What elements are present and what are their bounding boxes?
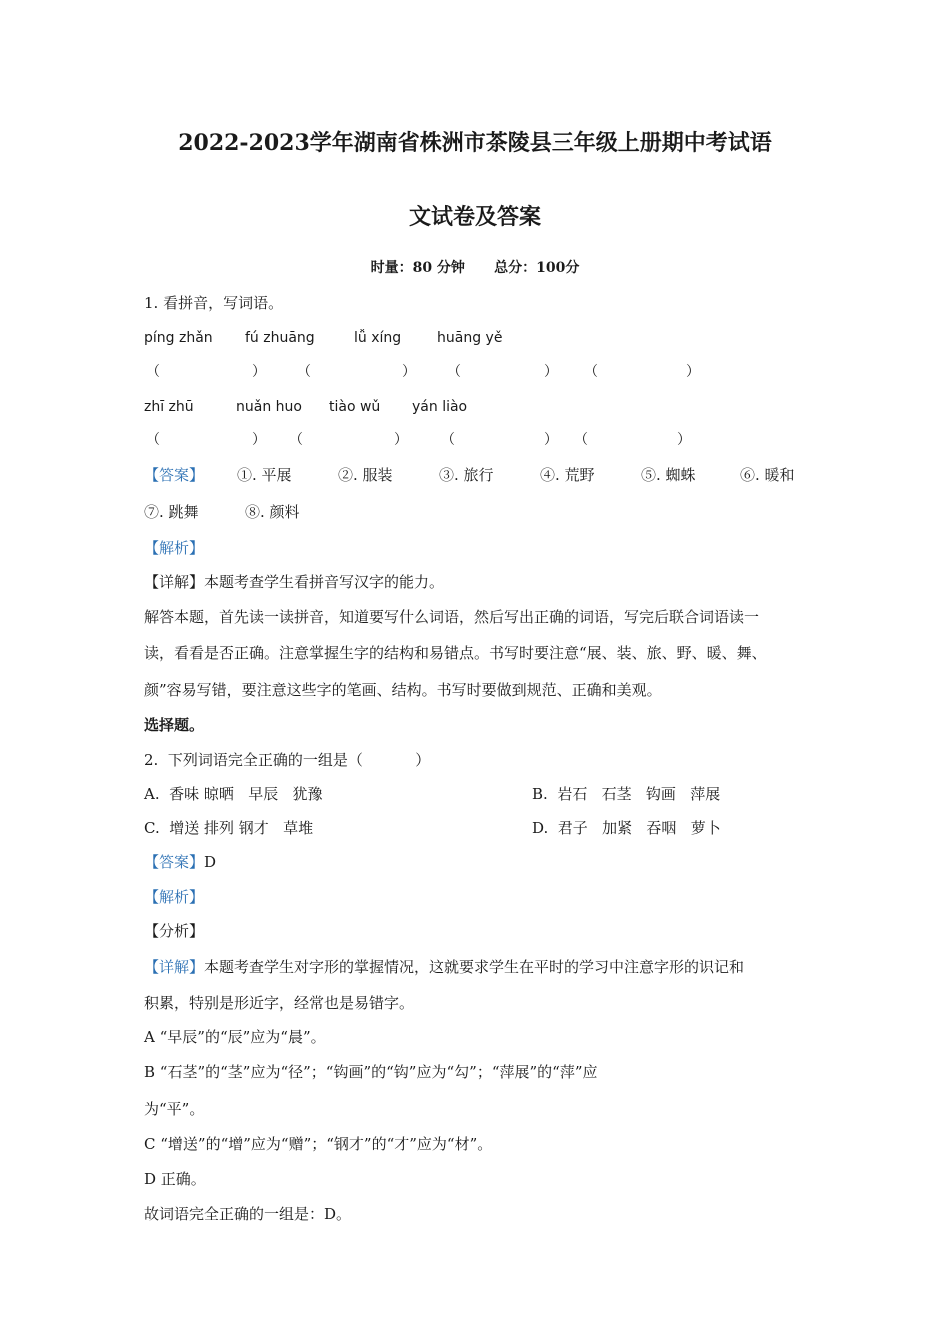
q1-detail-line-2: 读，看看是否正确。注意掌握生字的结构和易错点。书写时要注意“展、装、旅、野、暖、舞、: [144, 644, 767, 662]
answer-blank-close: ）: [252, 432, 266, 448]
q2-answer-line: [144, 852, 216, 872]
answer-blank-close: ）: [686, 364, 700, 380]
q1-pinyin-4: huāng yě: [437, 330, 503, 346]
q1-answer-2: ②. 服装: [338, 466, 393, 484]
q2-detail-text: 本题考查学生对字形的掌握情况，这就要求学生在平时的学习中注意字形的识记和: [204, 958, 745, 976]
answer-blank-open: （: [441, 432, 455, 448]
answer-blank-close: ）: [544, 364, 558, 380]
q1-answer-tag: 【答案】: [144, 466, 205, 484]
answer-blank-open: （: [146, 432, 160, 448]
q2-detail-line-2: 积累，特别是形近字，经常也是易错字。: [144, 994, 415, 1012]
answer-blank-open: （: [574, 432, 588, 448]
answer-blank-open: （: [297, 364, 311, 380]
answer-blank-open: （: [146, 364, 160, 380]
q2-explain-b-2: 为“平”。: [144, 1100, 205, 1118]
q2-option-c: C. 增送 排列 钢才 草堆: [144, 819, 314, 837]
q1-answer-4: ④. 荒野: [540, 466, 595, 484]
q1-pinyin-7: tiào wǔ: [329, 399, 381, 415]
answer-blank-close: ）: [252, 364, 266, 380]
q2-stem: 2. 下列词语完全正确的一组是（ ）: [144, 751, 431, 769]
exam-meta: 时量：80 分钟 总分：100分: [370, 260, 580, 276]
title-line-1: 2022-2023学年湖南省株洲市茶陵县三年级上册期中考试语: [178, 130, 772, 156]
answer-blank-open: （: [289, 432, 303, 448]
q1-answer-5: ⑤. 蜘蛛: [641, 466, 696, 484]
q2-explain-a: A “早辰”的“辰”应为“晨”。: [144, 1028, 326, 1046]
q2-fenxi: 【分析】: [144, 922, 205, 940]
q2-answer-value: D: [204, 853, 217, 871]
answer-blank-open: （: [447, 364, 461, 380]
q2-option-d: D. 君子 加紧 吞咽 萝卜: [532, 819, 721, 837]
q2-option-a: A. 香味 晾晒 早辰 犹豫: [144, 785, 323, 803]
q1-pinyin-8: yán liào: [412, 399, 468, 415]
q1-pinyin-1: píng zhǎn: [144, 330, 213, 346]
q1-detail: 【详解】本题考查学生看拼音写汉字的能力。: [144, 573, 445, 591]
section-choice-heading: 选择题。: [144, 716, 205, 734]
q1-stem: 1. 看拼音，写词语。: [144, 294, 284, 312]
q1-answer-1: ①. 平展: [237, 466, 292, 484]
q1-detail-line-1: 解答本题，首先读一读拼音，知道要写什么词语，然后写出正确的词语，写完后联合词语读一: [144, 608, 760, 626]
q1-answer-6: ⑥. 暖和: [740, 466, 795, 484]
q2-explain-b-1: B “石茎”的“茎”应为“径”；“钩画”的“钩”应为“勾”；“萍展”的“萍”应: [144, 1063, 598, 1081]
answer-blank-close: ）: [402, 364, 416, 380]
q1-answer-7: ⑦. 跳舞: [144, 503, 199, 521]
q1-pinyin-5: zhī zhū: [144, 399, 194, 415]
q2-detail-line-1: [144, 957, 744, 977]
q2-explain-d: D 正确。: [144, 1170, 206, 1188]
q1-detail-line-3: 颜”容易写错，要注意这些字的笔画、结构。书写时要做到规范、正确和美观。: [144, 681, 662, 699]
q1-answer-8: ⑧. 颜料: [245, 503, 300, 521]
answer-blank-close: ）: [677, 432, 691, 448]
q2-detail-tag: 【详解】: [144, 958, 205, 976]
q2-conclusion: 故词语完全正确的一组是：D。: [144, 1205, 352, 1223]
q1-pinyin-6: nuǎn huo: [236, 399, 302, 415]
q2-explain-c: C “增送”的“增”应为“赠”；“钢才”的“才”应为“材”。: [144, 1135, 493, 1153]
answer-blank-open: （: [584, 364, 598, 380]
q2-answer-tag: 【答案】: [144, 853, 205, 871]
q1-answer-3: ③. 旅行: [439, 466, 494, 484]
q2-analysis-tag: 【解析】: [144, 888, 205, 906]
answer-blank-close: ）: [544, 432, 558, 448]
q1-pinyin-3: lǚ xíng: [354, 330, 402, 346]
q1-pinyin-2: fú zhuāng: [245, 330, 315, 346]
q2-option-b: B. 岩石 石茎 钩画 萍展: [532, 785, 721, 803]
title-line-2: 文试卷及答案: [408, 204, 541, 230]
q1-analysis-tag: 【解析】: [144, 539, 205, 557]
answer-blank-close: ）: [394, 432, 408, 448]
